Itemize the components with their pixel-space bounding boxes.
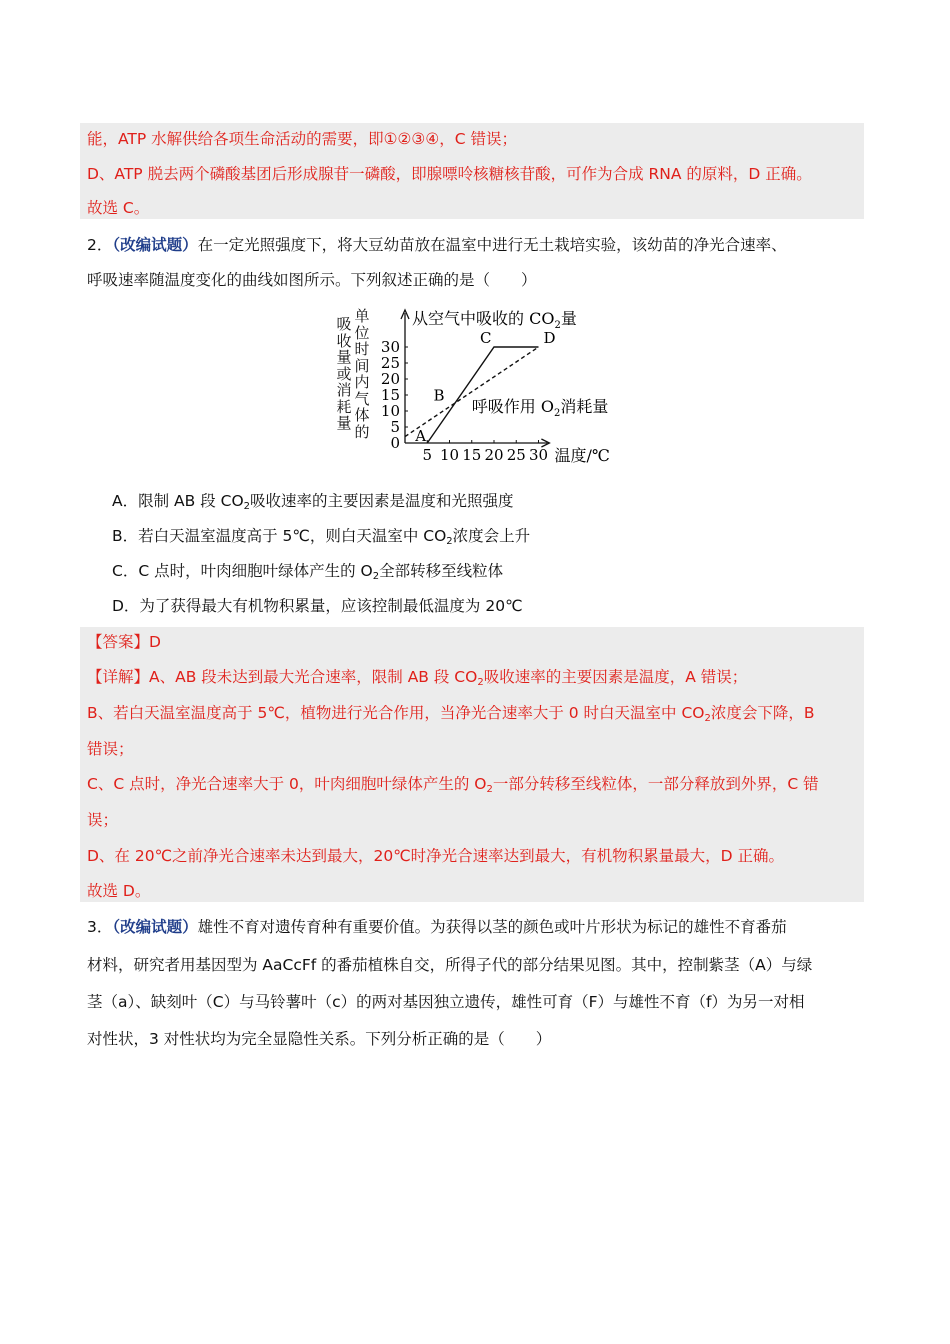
question-tag: （改编试题）: [112, 918, 198, 936]
explanation-line: 能，ATP 水解供给各项生命活动的需要，即①②③④，C 错误；: [87, 130, 517, 148]
subscript: 2: [477, 677, 484, 688]
subscript: 2: [704, 713, 711, 724]
point-label: D: [543, 329, 556, 347]
y-tick-label: 20: [380, 370, 400, 388]
x-tick-label: 15: [462, 446, 482, 464]
question-3-line: 材料，研究者用基因型为 AaCcFf 的番茄植株自交，所得子代的部分结果见图。其中，控制紫茎（A）与绿: [87, 956, 813, 974]
detail-line: [87, 702, 815, 724]
subscript: 2: [486, 784, 493, 795]
series-label-co2: 从空气中吸收的 $CO_2$量: [412, 309, 577, 331]
y-tick-label: 10: [380, 402, 400, 420]
y-tick-label: 0: [390, 434, 400, 452]
detail-line: [87, 666, 747, 688]
question-2-stem-line2: 呼吸速率随温度变化的曲线如图所示。下列叙述正确的是（ ）: [87, 271, 537, 289]
question-3-stem: [87, 916, 787, 938]
x-tick-label: 5: [422, 446, 433, 464]
chart-plot: [330, 305, 630, 470]
option-d[interactable]: D．为了获得最大有机物积累量，应该控制最低温度为 20℃: [112, 597, 523, 615]
detail-text: B、若白天温室温度高于 5℃，植物进行光合作用，当净光合速率大于 0 时白天温室中 CO: [87, 704, 705, 722]
detail-line: 错误；: [87, 740, 134, 758]
question-number: 2．: [87, 236, 113, 254]
option-c-text: C．C 点时，叶肉细胞叶绿体产生的 O: [112, 562, 373, 580]
detail-line: [87, 773, 819, 795]
y-axis-label-col1: 吸收量或消耗量: [336, 315, 352, 432]
x-tick-label: 25: [506, 446, 526, 464]
y-axis-label-col2: 单位时间内气体的: [354, 307, 370, 441]
point-label: B: [433, 386, 445, 405]
explanation-line: D、ATP 脱去两个磷酸基团后形成腺苷一磷酸，即腺嘌呤核糖核苷酸，可作为合成 RNA 的原料，D 正确。: [87, 165, 812, 183]
detail-text-end: 一部分转移至线粒体，一部分释放到外界，C 错: [492, 775, 819, 793]
y-tick-label: 25: [380, 354, 400, 372]
detail-text-end: 吸收速率的主要因素是温度，A 错误；: [483, 668, 748, 686]
option-c-text-end: 全部转移至线粒体: [379, 562, 504, 580]
subscript: 2: [243, 501, 251, 512]
option-b-text: B．若白天温室温度高于 5℃，则白天温室中 CO: [112, 527, 447, 545]
question-text: 雄性不育对遗传育种有重要价值。为获得以茎的颜色或叶片形状为标记的雄性不育番茄: [197, 918, 787, 936]
x-axis-label: 温度/℃: [554, 446, 610, 465]
question-number: 3．: [87, 918, 113, 936]
option-b-text-end: 浓度会上升: [452, 527, 531, 545]
option-a[interactable]: [112, 490, 514, 512]
detail-text: C、C 点时，净光合速率大于 0，叶肉细胞叶绿体产生的 O: [87, 775, 487, 793]
subscript: 2: [372, 571, 380, 582]
y-tick-label: 5: [390, 418, 400, 436]
x-tick-label: 10: [439, 446, 460, 464]
option-a-text: A．限制 AB 段 CO: [112, 492, 244, 510]
question-3-line: 茎（a）、缺刻叶（C）与马铃薯叶（c）的两对基因独立遗传，雄性可育（F）与雄性不育（f）为另一对相: [87, 993, 805, 1011]
question-2-stem: [87, 234, 787, 256]
detail-text: 【详解】A、AB 段未达到最大光合速率，限制 AB 段 CO: [87, 668, 478, 686]
detail-line: 故选 D。: [87, 882, 151, 900]
question-text: 在一定光照强度下，将大豆幼苗放在温室中进行无土栽培实验，该幼苗的净光合速率、: [197, 236, 787, 254]
answer-line: 【答案】D: [87, 633, 161, 651]
y-tick-label: 15: [380, 386, 400, 404]
point-label: A: [415, 427, 427, 445]
x-tick-label: 20: [484, 446, 504, 464]
option-c[interactable]: [112, 560, 503, 582]
chart: [330, 305, 630, 470]
detail-line: D、在 20℃之前净光合速率未达到最大，20℃时净光合速率达到最大，有机物积累量最大，D 正确。: [87, 847, 784, 865]
detail-text-end: 浓度会下降，B: [710, 704, 815, 722]
y-tick-label: 30: [380, 338, 400, 356]
option-b[interactable]: [112, 525, 530, 547]
x-tick-label: 30: [528, 446, 549, 464]
point-label: C: [480, 329, 492, 347]
explanation-line: 故选 C。: [87, 199, 150, 217]
series-line: [405, 347, 539, 437]
question-tag: （改编试题）: [112, 236, 198, 254]
question-3-line: 对性状，3 对性状均为完全显隐性关系。下列分析正确的是（ ）: [87, 1030, 552, 1048]
series-label-respiration: 呼吸作用 $O_2$消耗量: [471, 397, 609, 419]
option-a-text-end: 吸收速率的主要因素是温度和光照强度: [250, 492, 514, 510]
detail-line: 误；: [87, 811, 119, 829]
subscript: 2: [446, 536, 453, 547]
